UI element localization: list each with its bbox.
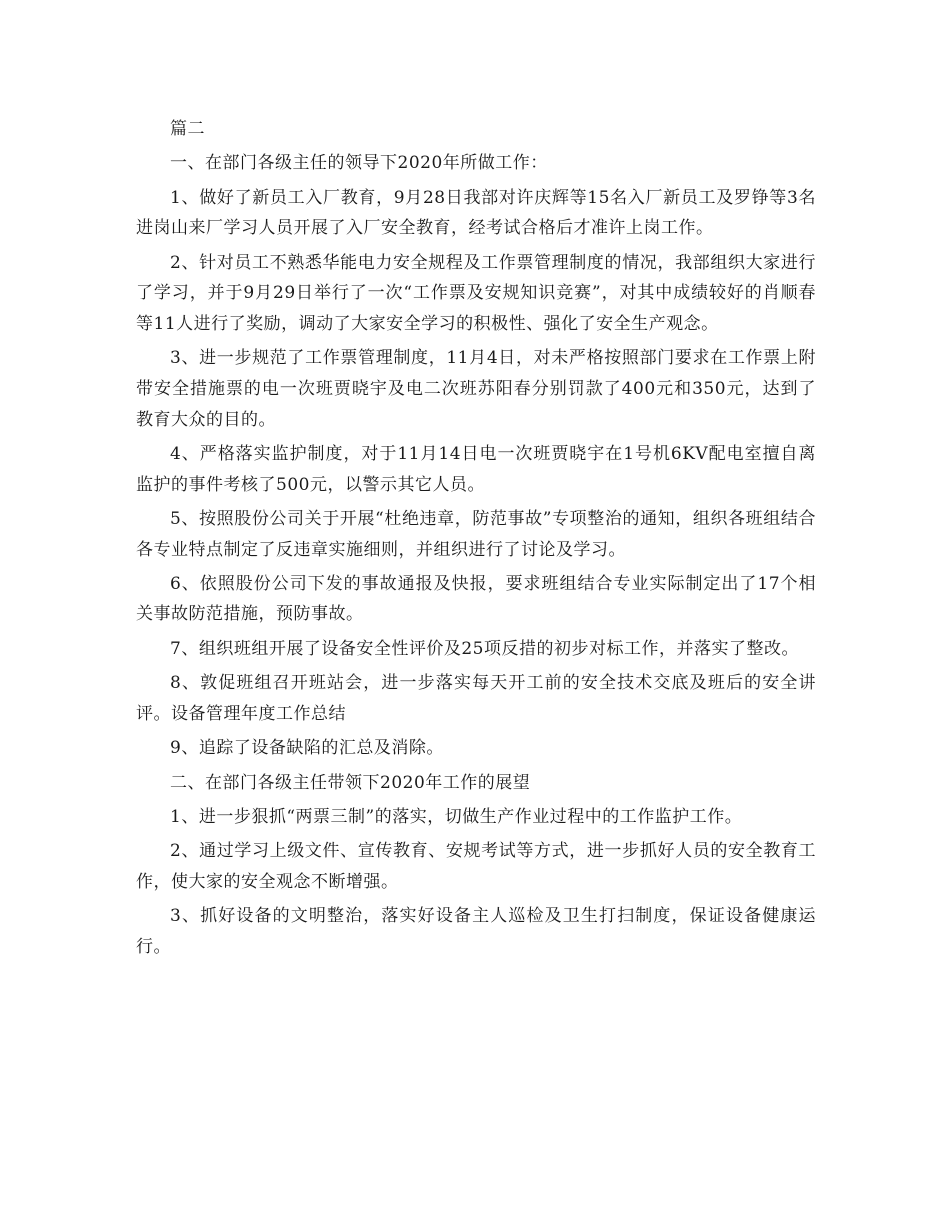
paragraph: 1、做好了新员工入厂教育，9月28日我部对许庆辉等15名入厂新员工及罗铮等3名进岗山来厂学习人员开展了入厂安全教育，经考试合格后才准许上岗工作。 xyxy=(136,187,816,239)
paragraph: 8、敦促班组召开班站会，进一步落实每天开工前的安全技术交底及班后的安全讲评。设备管理年度工作总结 xyxy=(136,673,816,724)
section-title-1: 一、在部门各级主任的领导下2020年所做工作： xyxy=(170,153,548,174)
paragraph: 5、按照股份公司关于开展“杜绝违章，防范事故”专项整治的通知，组织各班组结合各专业特点制定了反违章实施细则，并组织进行了讨论及学习。 xyxy=(136,508,816,560)
section-title-2: 二、在部门各级主任带领下2020年工作的展望 xyxy=(170,772,531,793)
paragraph: 7、组织班组开展了设备安全性评价及25项反措的初步对标工作，并落实了整改。 xyxy=(170,638,799,659)
paragraph: 9、追踪了设备缺陷的汇总及消除。 xyxy=(170,738,444,759)
paragraph: 6、依照股份公司下发的事故通报及快报，要求班组结合专业实际制定出了17个相关事故防范措施，预防事故。 xyxy=(136,573,816,625)
paragraph: 3、进一步规范了工作票管理制度，11月4日，对未严格按照部门要求在工作票上附带安全措施票的电一次班贾晓宇及电二次班苏阳春分别罚款了400元和350元，达到了教育大众的目的。 xyxy=(136,348,816,430)
document-body xyxy=(136,114,816,966)
paragraph: 4、严格落实监护制度，对于11月14日电一次班贾晓宇在1号机6KV配电室擅自离监护的事件考核了500元，以警示其它人员。 xyxy=(136,443,816,495)
paragraph: 2、通过学习上级文件、宣传教育、安规考试等方式，进一步抓好人员的安全教育工作，使大家的安全观念不断增强。 xyxy=(136,841,816,893)
paragraph: 2、针对员工不熟悉华能电力安全规程及工作票管理制度的情况，我部组织大家进行了学习，并于9月29日举行了一次“工作票及安规知识竞赛”，对其中成绩较好的肖顺春等11人进行了奖励，调动了大家安全学习的积极性、强化了安全生产观念。 xyxy=(136,252,816,334)
paragraph: 3、抓好设备的文明整治，落实好设备主人巡检及卫生打扫制度，保证设备健康运行。 xyxy=(136,906,816,957)
section-heading: 篇二 xyxy=(170,119,205,139)
paragraph: 1、进一步狠抓“两票三制”的落实，切做生产作业过程中的工作监护工作。 xyxy=(170,807,743,828)
